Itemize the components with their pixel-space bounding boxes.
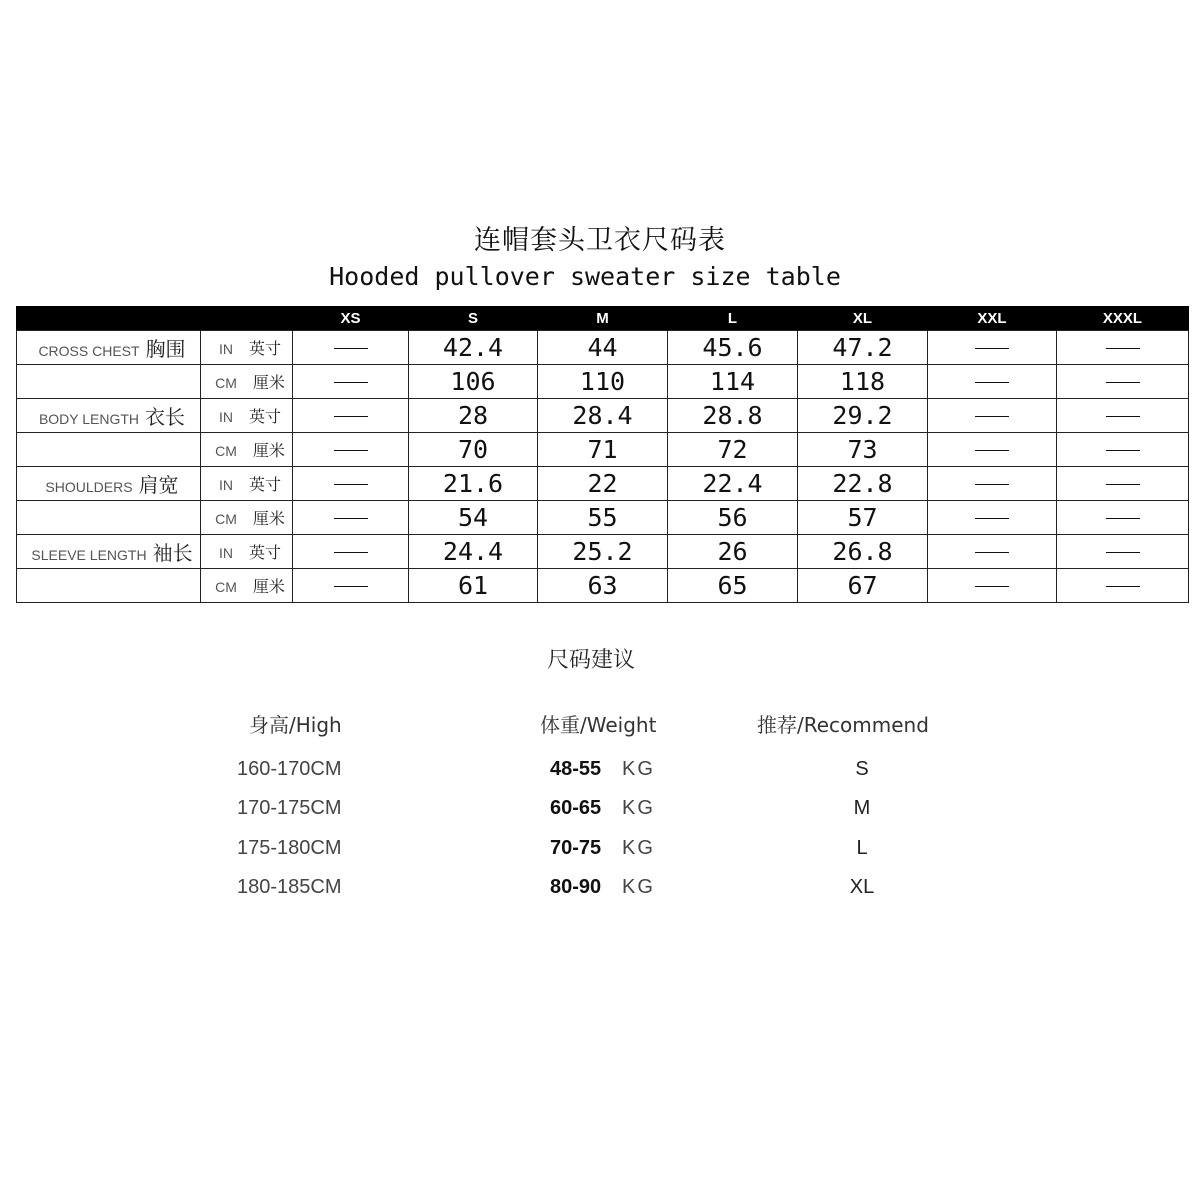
dash-mark — [334, 552, 368, 553]
dash-mark — [1106, 484, 1140, 485]
size-value: 28.8 — [668, 399, 798, 433]
size-value: 26 — [668, 535, 798, 569]
measure-label — [17, 433, 201, 467]
unit-label-en: IN — [218, 409, 233, 425]
unit-label-cn: 厘米 — [252, 373, 285, 392]
recommend-row — [0, 758, 1200, 788]
empty-cell — [928, 535, 1057, 569]
height-value: 180-185CM — [237, 875, 342, 898]
size-header: XL — [798, 306, 928, 331]
measure-label-en: BODY LENGTH — [38, 411, 140, 427]
empty-cell — [1057, 467, 1189, 501]
empty-cell — [293, 365, 409, 399]
size-header: XXL — [928, 306, 1057, 331]
size-value: 47.2 — [798, 331, 928, 365]
empty-cell — [928, 467, 1057, 501]
size-row — [17, 365, 1189, 399]
dash-mark — [1106, 450, 1140, 451]
unit-label — [201, 501, 293, 535]
empty-cell — [1057, 433, 1189, 467]
size-row — [17, 399, 1189, 433]
empty-cell — [293, 569, 409, 603]
dash-mark — [334, 484, 368, 485]
unit-label-cn: 厘米 — [252, 577, 285, 596]
empty-cell — [1057, 331, 1189, 365]
size-value: 22.4 — [668, 467, 798, 501]
measure-label — [17, 467, 201, 501]
weight-value: 60-65 — [550, 797, 602, 820]
weight-value: 48-55 — [550, 758, 602, 780]
height-value: 160-170CM — [237, 758, 342, 780]
empty-cell — [928, 399, 1057, 433]
recommend-row — [0, 876, 1200, 906]
size-value: 24.4 — [409, 535, 538, 569]
title-chinese: 连帽套头卫衣尺码表 — [474, 225, 726, 256]
size-value: 67 — [798, 569, 928, 603]
measure-label-en: SLEEVE LENGTH — [31, 547, 147, 563]
unit-label — [201, 365, 293, 399]
size-table — [16, 306, 1189, 603]
size-value: 65 — [668, 569, 798, 603]
title-english: Hooded pullover sweater size table — [329, 262, 841, 291]
size-header: M — [538, 306, 668, 331]
size-row — [17, 535, 1189, 569]
empty-cell — [293, 535, 409, 569]
measure-label — [17, 365, 201, 399]
size-value: 26.8 — [798, 535, 928, 569]
unit-label-en: IN — [218, 477, 233, 493]
size-value: 44 — [538, 331, 668, 365]
unit-label-en: IN — [218, 341, 233, 357]
size-value: 22.8 — [798, 467, 928, 501]
measure-label-cn: 袖长 — [152, 541, 193, 565]
dash-mark — [975, 518, 1009, 519]
size-value: 54 — [409, 501, 538, 535]
empty-cell — [1057, 535, 1189, 569]
dash-mark — [975, 552, 1009, 553]
dash-mark — [1106, 586, 1140, 587]
size-value: 72 — [668, 433, 798, 467]
size-row — [17, 433, 1189, 467]
size-value: 71 — [538, 433, 668, 467]
empty-cell — [293, 433, 409, 467]
unit-label-cn: 英寸 — [248, 339, 281, 358]
size-value: 22 — [538, 467, 668, 501]
empty-cell — [928, 331, 1057, 365]
dash-mark — [975, 382, 1009, 383]
empty-cell — [1057, 501, 1189, 535]
size-value: 28.4 — [538, 399, 668, 433]
size-value: 63 — [538, 569, 668, 603]
size-value: 61 — [409, 569, 538, 603]
size-value: 28 — [409, 399, 538, 433]
unit-label — [201, 535, 293, 569]
size-value: 106 — [409, 365, 538, 399]
size-value: 56 — [668, 501, 798, 535]
size-row — [17, 467, 1189, 501]
recommend-row — [0, 837, 1200, 867]
unit-label — [201, 467, 293, 501]
unit-label-en: CM — [215, 443, 237, 459]
measure-label-cn: 肩宽 — [138, 473, 179, 497]
dash-mark — [975, 416, 1009, 417]
dash-mark — [1106, 382, 1140, 383]
dash-mark — [1106, 416, 1140, 417]
size-row — [17, 569, 1189, 603]
dash-mark — [334, 586, 368, 587]
size-value: XL — [849, 875, 875, 898]
header-recommend: 推荐/Recommend — [757, 713, 929, 737]
size-value: 73 — [798, 433, 928, 467]
weight-value: 70-75 — [550, 836, 602, 859]
size-row — [17, 501, 1189, 535]
dash-mark — [334, 382, 368, 383]
recommend-title: 尺码建议 — [546, 648, 635, 673]
header-blank — [17, 306, 201, 331]
unit-label-en: CM — [215, 579, 237, 595]
dash-mark — [1106, 552, 1140, 553]
dash-mark — [975, 450, 1009, 451]
size-header: L — [668, 306, 798, 331]
size-header: XS — [293, 306, 409, 331]
recommend-row — [0, 797, 1200, 827]
dash-mark — [334, 518, 368, 519]
unit-label-cn: 英寸 — [248, 543, 281, 562]
weight-unit: KG — [622, 836, 655, 859]
unit-label — [201, 399, 293, 433]
size-value: 29.2 — [798, 399, 928, 433]
size-value: 114 — [668, 365, 798, 399]
empty-cell — [1057, 365, 1189, 399]
weight-value: 80-90 — [550, 875, 602, 898]
unit-label-en: IN — [218, 545, 233, 561]
size-value: 55 — [538, 501, 668, 535]
size-header: XXXL — [1057, 306, 1189, 331]
size-value: 70 — [409, 433, 538, 467]
weight-unit: KG — [622, 758, 655, 780]
unit-label-cn: 英寸 — [248, 475, 281, 494]
unit-label — [201, 331, 293, 365]
header-height: 身高/High — [249, 713, 342, 737]
measure-label-cn: 胸围 — [145, 337, 186, 361]
size-row — [17, 331, 1189, 365]
unit-label — [201, 569, 293, 603]
dash-mark — [334, 348, 368, 349]
unit-label — [201, 433, 293, 467]
dash-mark — [975, 484, 1009, 485]
empty-cell — [1057, 399, 1189, 433]
header-blank — [201, 306, 293, 331]
empty-cell — [293, 399, 409, 433]
size-value: 25.2 — [538, 535, 668, 569]
unit-label-cn: 厘米 — [252, 441, 285, 460]
measure-label-en: CROSS CHEST — [38, 343, 140, 359]
measure-label — [17, 569, 201, 603]
measure-label — [17, 399, 201, 433]
unit-label-cn: 英寸 — [248, 407, 281, 426]
dash-mark — [1106, 348, 1140, 349]
measure-label — [17, 535, 201, 569]
dash-mark — [975, 586, 1009, 587]
unit-label-en: CM — [215, 375, 237, 391]
dash-mark — [975, 348, 1009, 349]
unit-label-en: CM — [215, 511, 237, 527]
size-header: S — [409, 306, 538, 331]
empty-cell — [1057, 569, 1189, 603]
dash-mark — [1106, 518, 1140, 519]
dash-mark — [334, 450, 368, 451]
empty-cell — [928, 501, 1057, 535]
empty-cell — [293, 501, 409, 535]
header-weight: 体重/Weight — [540, 713, 657, 737]
size-value: 21.6 — [409, 467, 538, 501]
size-value: M — [853, 797, 871, 820]
measure-label-cn: 衣长 — [145, 405, 186, 429]
weight-unit: KG — [622, 797, 655, 820]
dash-mark — [334, 416, 368, 417]
size-value: L — [856, 836, 868, 859]
size-value: 57 — [798, 501, 928, 535]
height-value: 170-175CM — [237, 797, 342, 820]
size-value: 42.4 — [409, 331, 538, 365]
empty-cell — [928, 569, 1057, 603]
size-value: 45.6 — [668, 331, 798, 365]
size-value: S — [855, 758, 869, 780]
size-value: 118 — [798, 365, 928, 399]
size-value: 110 — [538, 365, 668, 399]
measure-label — [17, 331, 201, 365]
height-value: 175-180CM — [237, 836, 342, 859]
weight-unit: KG — [622, 875, 655, 898]
measure-label-en: SHOULDERS — [45, 479, 133, 495]
size-header-row — [17, 306, 1189, 331]
empty-cell — [293, 331, 409, 365]
unit-label-cn: 厘米 — [252, 509, 285, 528]
empty-cell — [928, 365, 1057, 399]
empty-cell — [293, 467, 409, 501]
empty-cell — [928, 433, 1057, 467]
measure-label — [17, 501, 201, 535]
